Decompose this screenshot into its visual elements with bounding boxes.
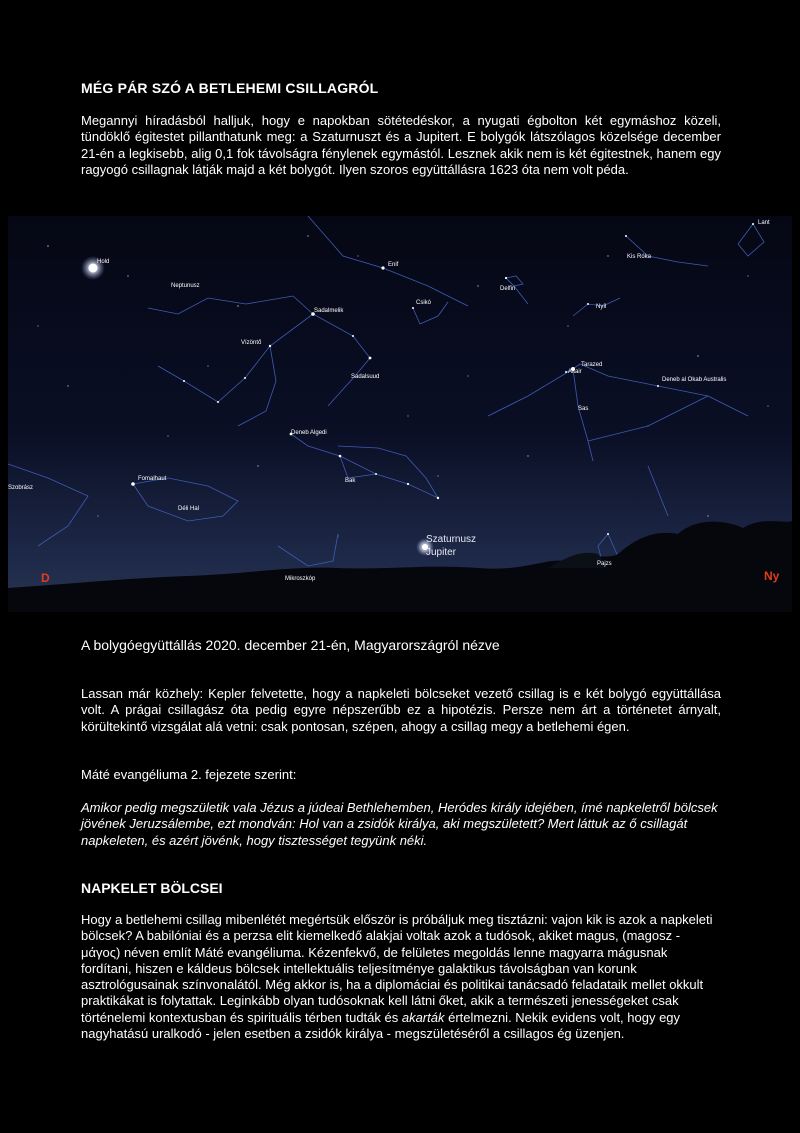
label-altair: Altair [568, 369, 582, 375]
label-deneb-algedi: Deneb Algedi [291, 430, 327, 436]
label-nyil: Nyíl [596, 304, 607, 310]
label-sadalsuud: Sadalsuud [351, 374, 380, 380]
label-enif: Enif [388, 262, 399, 268]
sky-chart-svg [8, 216, 792, 612]
label-szobraszt: Szobrász [8, 485, 34, 491]
label-moon: Hold [97, 259, 110, 265]
paragraph-bolcsek-part1: Hogy a betlehemi csillag mibenlétét megértsük először is próbáljuk meg tisztázni: vajon kik is azok a napkeleti bölcsek? A babilóniai és a perzsa elit kiemelkedő alakjai voltak azok a tudósok, akiket magus, (magosz - μάγος) néven említ Máté evangéliuma. Kézenfekvő, de felületes megoldás lenne magyarra mágusnak fordítani, hiszen e káldeus bölcsek intellektuális teljesítménye galaktikus távolságban van korunk asztrológusainak színvonalától. Még akkor is, ha a diplomáciai és politikai tanácsadó feladataik mellet okkult praktikákat is folytattak. Leginkább olyan tudósoknak kell látni őket, akik a természeti jenességeket csak történelemi kontextusban és spirituális térben tudták és [81, 912, 713, 1025]
label-neptune: Neptunusz [171, 283, 200, 289]
label-lant: Lant [758, 220, 770, 226]
image-caption: A bolygóegyüttállás 2020. december 21-én, Magyarországról nézve [81, 637, 500, 653]
label-sadalmelik: Sadalmelik [314, 308, 344, 314]
label-csiko: Csikó [416, 300, 432, 306]
section-heading: NAPKELET BÖLCSEI [81, 880, 223, 896]
label-fomalhaut: Fomalhaut [138, 476, 167, 482]
label-tarazed: Tarazed [581, 362, 603, 368]
label-delfin: Delfin [500, 286, 516, 292]
emphasis-akartak: akarták [401, 1009, 445, 1025]
bright-stars [131, 223, 754, 535]
paragraph-kepler: Lassan már közhely: Kepler felvetette, hogy a napkeleti bölcseket vezető csillag is e két bolygó együttállása volt. A prágai csillagász óta pedig egyre népszerűbb ez a hipotézis. Persze nem árt a történetet árnyalt, körültekintő vizsgálat alá vetni: csak pontosan, szépen, ahogy a csillag megy a betlehemi égen. [81, 686, 721, 734]
horizon-treeline [8, 521, 792, 612]
paragraph-bolcsek [81, 912, 721, 1042]
paragraph-mate: Máté evangéliuma 2. fejezete szerint: [81, 767, 297, 782]
intro-paragraph: Megannyi híradásból halljuk, hogy e napokban sötétedéskor, a nyugati égbolton két egymáshoz közeli, tündöklő égitestet pillanthatunk meg: a Szaturnuszt és a Jupitert. E bolygók látszólagos közelsége december 21-én a legkisebb, alig 0,1 fok távolságra fénylenek egymástól. Lesznek akik nem is két égitestnek, hanem egy ragyogó csillagnak látják majd a két bolygót. Ilyen szoros együttállásra 1623 óta nem volt péda. [81, 113, 721, 177]
article-title: MÉG PÁR SZÓ A BETLEHEMI CSILLAGRÓL [81, 80, 379, 96]
bible-quote: Amikor pedig megszületik vala Jézus a júdeai Bethlehemben, Heródes király idejében, ímé napkeletről bölcsek jövének Jeruzsálembe, ezt mondván: Hol van a zsidók királya, aki megszületett? Mert láttuk az ő csillagát napkeleten, és azért jövénk, hogy tisztességet tegyünk néki. [81, 800, 718, 848]
constellation-lines [8, 216, 764, 576]
paragraph-bolcsek-part2: értelmezni. Nekik evidens volt, hogy egy nagyhatású uralkodó - jelen esetben a zsidók királya - megszületéséről a csillagos ég üzenjen. [81, 1009, 681, 1042]
label-direction-south: D [41, 571, 50, 585]
label-sas: Sas [578, 406, 589, 412]
label-saturn: Szaturnusz [426, 534, 477, 545]
sky-chart-image [8, 216, 792, 612]
label-bak: Bak [345, 478, 356, 484]
label-mikroszkop: Mikroszkóp [285, 576, 316, 582]
label-deneb-okab: Deneb al Okab Australis [662, 377, 727, 383]
label-direction-west: Ny [764, 569, 780, 583]
label-pajzs: Pajzs [597, 561, 612, 567]
label-jupiter: Jupiter [426, 547, 457, 558]
label-deli-hal: Déli Hal [178, 506, 200, 512]
label-kis-roka: Kis Róka [627, 254, 652, 260]
label-vizonto: Vízöntő [241, 340, 262, 346]
